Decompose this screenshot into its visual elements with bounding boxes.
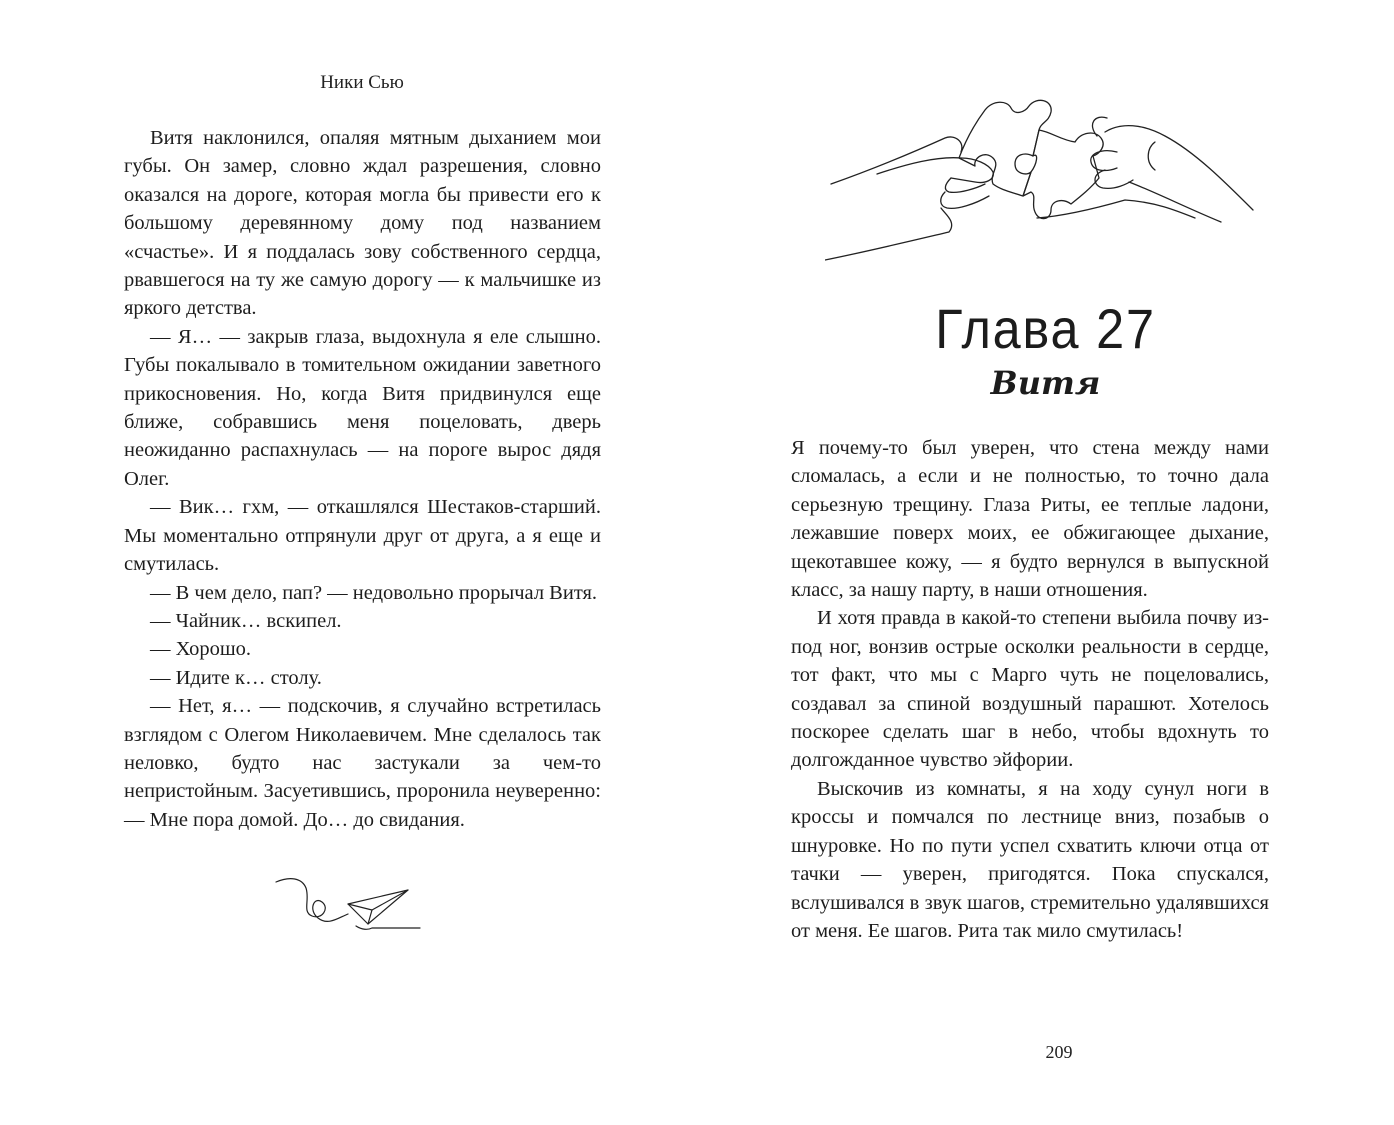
- paragraph: — Нет, я… — подскочив, я случайно встретилась взглядом с Олегом Николаевичем. Мне сделалось так неловко, будто нас застукали за чем-то непристойным. Засуетившись, проронила неуверенно: — Мне пора домой. До… до свидания.: [124, 695, 601, 831]
- paragraph: — Вик… гхм, — откашлялся Шестаков-старший. Мы моментально отпрянули друг от друга, а я еще и смутилась.: [124, 496, 601, 576]
- paragraph: — Чайник… вскипел.: [150, 609, 342, 632]
- paragraph: — Я… — закрыв глаза, выдохнула я еле слышно. Губы покалывало в томительном ожидании заветного прикосновения. Но, когда Витя придвинулся еще ближе, собравшись меня поцеловать, дверь неожиданно распахнулась — на пороге вырос дядя Олег.: [124, 325, 601, 490]
- chapter-subtitle: Витя: [990, 364, 1101, 402]
- chapter-title: Глава 27: [935, 297, 1156, 360]
- paragraph: Выскочив из комнаты, я на ходу сунул ноги в кроссы и помчался по лестнице вниз, позабыв о шнуровке. Но по пути успел схватить ключи отца от тачки — уверен, пригодятся. Пока спускался, вслушивался в звук шагов, стремительно удалявшихся от меня. Ее шагов. Рита так мило смутилась!: [791, 777, 1269, 942]
- paragraph: Я почему-то был уверен, что стена между нами сломалась, а если и не полностью, то точно дала серьезную трещину. Глаза Риты, ее теплые ладони, лежавшие поверх моих, ее обжигающее дыхание, щекотавшее кожу, — я будто вернулся в выпускной класс, за нашу парту, в наши отношения.: [791, 437, 1269, 602]
- paragraph: — Хорошо.: [150, 638, 252, 661]
- paragraph: — Идите к… столу.: [150, 666, 322, 689]
- hands-puzzle-icon: [825, 92, 1259, 262]
- right-page: [697, 0, 1394, 1125]
- page-number: 209: [1045, 1042, 1073, 1062]
- paragraph: И хотя правда в какой-то степени выбила почву из-под ног, вонзив острые осколки реальности в сердце, тот факт, что мы с Марго чуть не поцеловались, создавал за спиной воздушный парашют. Хотелось поскорее сделать шаг в небо, чтобы вдохнуть то долгожданное чувство эйфории.: [791, 607, 1269, 772]
- right-page-body: [791, 434, 1269, 945]
- paragraph: Витя наклонился, опаляя мятным дыханием мои губы. Он замер, словно ждал разрешения, словно оказался на дороге, которая могла бы привести его к большому деревянному дому под названием «счастье». И я поддалась зову собственного сердца, рвавшегося на ту же самую дорогу — к мальчишке из яркого детства.: [124, 127, 601, 320]
- left-page-body: [124, 124, 601, 834]
- running-head-author: Ники Сью: [320, 72, 404, 93]
- paragraph: — В чем дело, пап? — недовольно прорычал Витя.: [150, 581, 598, 604]
- paper-plane-icon: [272, 868, 424, 940]
